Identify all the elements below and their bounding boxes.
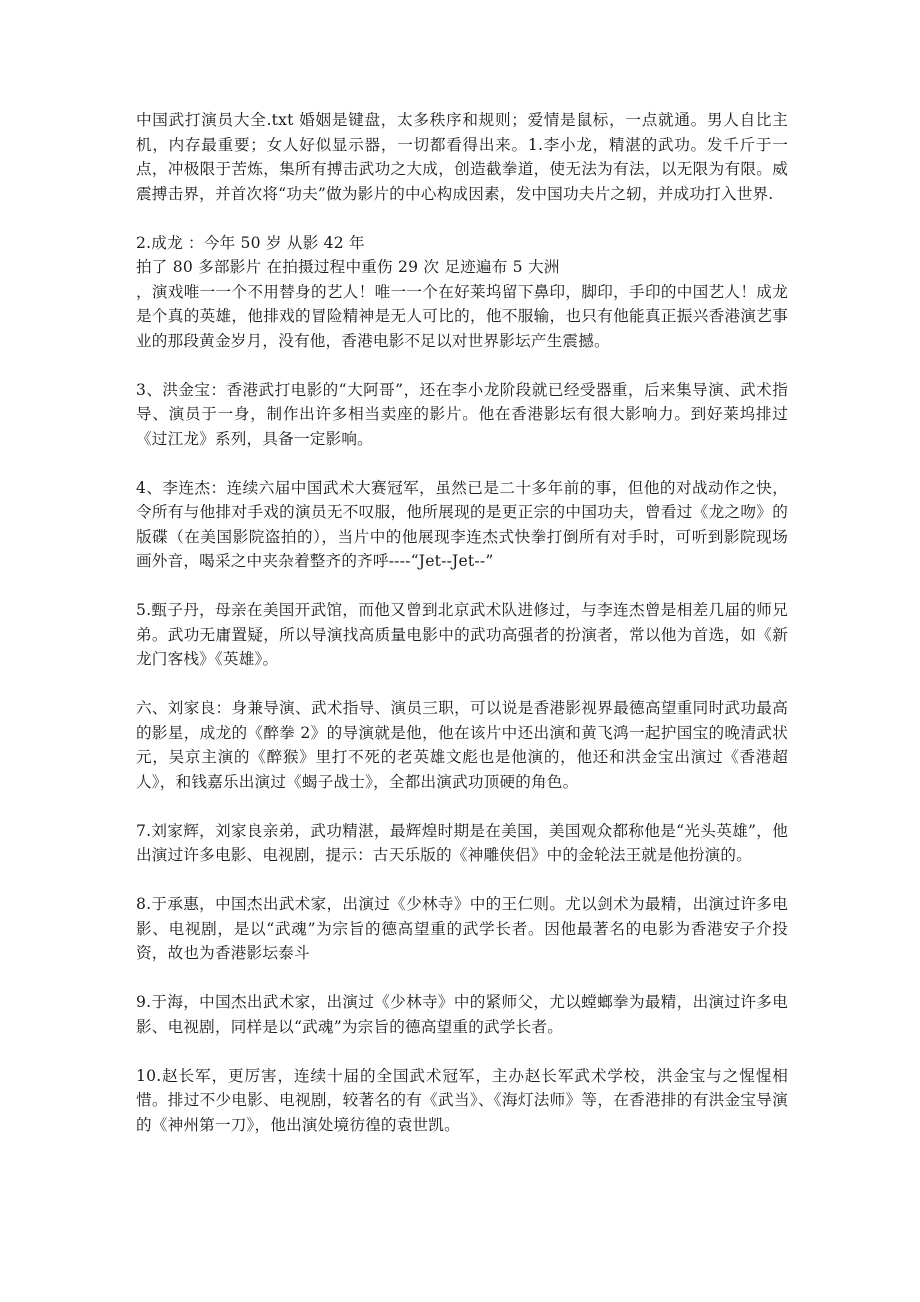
paragraph-zhao-changjun: 10.赵长军，更厉害，连续十届的全国武术冠军，主办赵长军武术学校，洪金宝与之惺惺相惜。排过不少电影、电视剧，较著名的有《武当》、《海灯法师》等，在香港排的有洪金宝导演的《神州第一刀》，他出演处境彷徨的袁世凯。 — [136, 1066, 788, 1134]
paragraph-gordon-liu: 7.刘家辉，刘家良亲弟，武功精湛，最辉煌时期是在美国，美国观众都称他是“光头英雄”，他出演过许多电影、电视剧，提示：古天乐版的《神雕侠侣》中的金轮法王就是他扮演的。 — [136, 821, 788, 864]
paragraph-jackie-chan — [136, 231, 788, 354]
paragraph-yu-chenghui: 8.于承惠，中国杰出武术家，出演过《少林寺》中的王仁则。尤以剑术为最精，出演过许多电影、电视剧，是以“武魂”为宗旨的德高望重的武学长者。因他最著名的电影为香港安子介投资，故也为香港影坛泰斗 — [136, 895, 788, 962]
paragraph-jet-li: 4、李连杰：连续六届中国武术大赛冠军，虽然已是二十多年前的事，但他的对战动作之快，令所有与他排对手戏的演员无不叹服，他所展现的是更正宗的中国功夫，曾看过《龙之吻》的版碟（在美国影院盗拍的），当片中的他展现李连杰式快拳打倒所有对手时，可听到影院现场画外音，喝采之中夹杂着整齐的齐呼----“Jet--Jet--” — [136, 478, 788, 570]
jackie-chan-line-2: 拍了 80 多部影片 在拍摄过程中重伤 29 次 足迹遍布 5 大洲 — [136, 258, 560, 276]
document-body — [136, 108, 788, 1137]
paragraph-sammo-hung: 3、洪金宝：香港武打电影的“大阿哥”，还在李小龙阶段就已经受器重，后来集导演、武术指导、演员于一身，制作出许多相当卖座的影片。他在香港影坛有很大影响力。到好莱坞排过《过江龙》系列，具备一定影响。 — [136, 380, 788, 448]
paragraph-yu-hai: 9.于海，中国杰出武术家，出演过《少林寺》中的紧师父，尤以螳螂拳为最精，出演过许多电影、电视剧，同样是以“武魂”为宗旨的德高望重的武学长者。 — [136, 993, 788, 1036]
jackie-chan-line-1: 2.成龙 ：今年 50 岁 从影 42 年 — [136, 233, 365, 252]
paragraph-donnie-yen: 5.甄子丹，母亲在美国开武馆，而他又曾到北京武术队进修过，与李连杰曾是相差几届的师兄弟。武功无庸置疑，所以导演找高质量电影中的武功高强者的扮演者，常以他为首选，如《新龙门客栈》《英雄》。 — [136, 601, 788, 668]
jackie-chan-line-3: ，演戏唯一一个不用替身的艺人！唯一一个在好莱坞留下鼻印，脚印，手印的中国艺人！成龙是个真的英雄，他排戏的冒险精神是无人可比的，他不服输，也只有他能真正振兴香港演艺事业的那段黄金岁月，没有他，香港电影不足以对世界影坛产生震撼。 — [136, 282, 788, 350]
paragraph-lau-kar-leung: 六、刘家良：身兼导演、武术指导、演员三职，可以说是香港影视界最德高望重同时武功最高的影星，成龙的《醉拳 2》的导演就是他，他在该片中还出演和黄飞鸿一起护国宝的晚清武状元，吴京主演的《醉猴》里打不死的老英雄文彪也是他演的，他还和洪金宝出演过《香港超人》，和钱嘉乐出演过《蝎子战士》，全都出演武功顶硬的角色。 — [136, 699, 788, 791]
paragraph-intro-bruce-lee: 中国武打演员大全.txt 婚姻是键盘，太多秩序和规则；爱情是鼠标，一点就通。男人自比主机，内存最重要；女人好似显示器，一切都看得出来。1.李小龙，精湛的武功。发千斤于一点，冲极限于苦炼，集所有搏击武功之大成，创造截拳道，使无法为有法，以无限为有限。威震搏击界，并首次将“功夫”做为影片的中心构成因素，发中国功夫片之轫，并成功打入世界. — [136, 111, 788, 203]
